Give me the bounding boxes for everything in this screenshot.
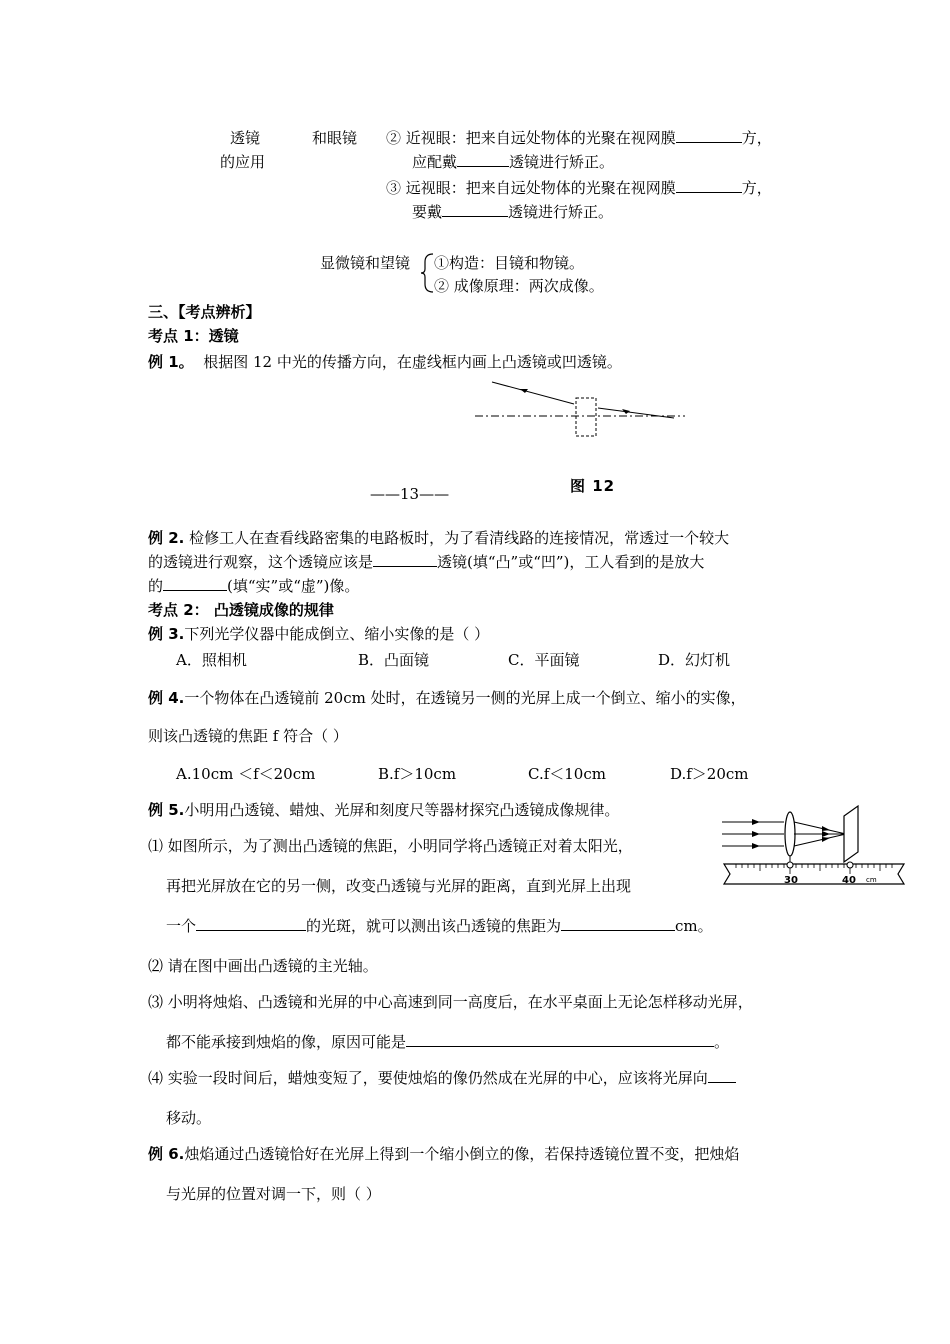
ruler-ticks — [736, 864, 892, 874]
example-4-option-b[interactable]: B.f＞10cm — [378, 765, 457, 783]
myopia-line-2: 应配戴 透镜进行矫正。 — [412, 153, 615, 171]
arrow-icon — [752, 843, 760, 849]
light-screen — [844, 806, 858, 862]
example-2-blank-1[interactable] — [373, 552, 437, 567]
example-4-option-a[interactable]: A.10cm ＜f＜20cm — [176, 765, 316, 783]
focal-length-blank[interactable] — [561, 916, 675, 931]
example-5-part-3-line-2: 都不能承接到烛焰的像，原因可能是 。 — [166, 1033, 730, 1051]
example-5-part-4-line-2: 移动。 — [166, 1109, 212, 1127]
lens-application-label-2: 的应用 — [220, 153, 266, 171]
example-3: 例 3.下列光学仪器中能成倒立、缩小实像的是（ ） — [148, 625, 490, 643]
ruler-label-40: 40 — [842, 875, 856, 886]
convex-lens — [785, 812, 795, 856]
figure-12-caption: 图 12 — [570, 477, 616, 495]
example-1: 例 1。 根据图 12 中光的传播方向，在虚线框内画上凸透镜或凹透镜。 — [148, 353, 622, 371]
ruler-unit: cm — [866, 876, 877, 884]
arrow-icon — [822, 831, 830, 837]
incident-ray — [492, 382, 574, 404]
myopia-blank-1[interactable] — [676, 128, 742, 143]
lens-application-label-1: 透镜 — [230, 129, 261, 147]
example-4-option-d[interactable]: D.f＞20cm — [670, 765, 749, 783]
light-spot-blank[interactable] — [196, 916, 306, 931]
example-3-option-a[interactable]: A．照相机 — [176, 651, 247, 669]
example-5-intro: 例 5.小明用凸透镜、蜡烛、光屏和刻度尺等器材探究凸透镜成像规律。 — [148, 801, 620, 819]
example-3-option-d[interactable]: D．幻灯机 — [658, 651, 731, 669]
hyperopia-blank-1[interactable] — [676, 178, 742, 193]
example-5-part-2: ⑵ 请在图中画出凸透镜的主光轴。 — [148, 957, 378, 975]
example-4-line-2: 则该凸透镜的焦距 f 符合（ ） — [148, 727, 348, 745]
example-5-part-1-line-2: 再把光屏放在它的另一侧，改变凸透镜与光屏的距离，直到光屏上出现 — [166, 877, 632, 895]
arrow-icon — [752, 831, 760, 837]
example-6-line-1: 例 6.烛焰通过凸透镜恰好在光屏上得到一个缩小倒立的像，若保持透镜位置不变，把烛焰 — [148, 1145, 740, 1163]
lens-ruler-diagram — [718, 802, 910, 888]
example-3-option-b[interactable]: B．凸面镜 — [358, 651, 430, 669]
ruler-label-30: 30 — [784, 875, 798, 886]
hyperopia-line-2: 要戴 透镜进行矫正。 — [412, 203, 614, 221]
key-point-2: 考点 2： 凸透镜成像的规律 — [148, 601, 334, 619]
example-2-line-3: 的 (填“实”或“虚”)像。 — [148, 577, 360, 595]
example-6-line-2: 与光屏的位置对调一下，则（ ） — [166, 1185, 381, 1203]
dashed-lens-box — [576, 398, 596, 436]
example-5-part-1-line-1: ⑴ 如图所示，为了测出凸透镜的焦距，小明同学将凸透镜正对着太阳光， — [148, 837, 633, 855]
scope-principle: ② 成像原理：两次成像。 — [434, 277, 604, 295]
brace-icon — [420, 252, 434, 294]
hyperopia-blank-2[interactable] — [442, 202, 508, 217]
eyeglass-label: 和眼镜 — [312, 129, 358, 147]
myopia-blank-2[interactable] — [457, 152, 509, 167]
section-heading: 三、【考点辨析】 — [148, 303, 261, 321]
example-2-line-1: 例 2. 检修工人在查看线路密集的电路板时，为了看清线路的连接情况，常透过一个较大 — [148, 529, 730, 547]
reason-blank[interactable] — [406, 1032, 714, 1047]
example-2-blank-2[interactable] — [163, 576, 227, 591]
example-5-part-3-line-1: ⑶ 小明将烛焰、凸透镜和光屏的中心高速到同一高度后，在水平桌面上无论怎样移动光屏， — [148, 993, 753, 1011]
myopia-line-1: ② 近视眼：把来自远处物体的光聚在视网膜 方， — [386, 129, 772, 147]
example-5-part-4-line-1: ⑷ 实验一段时间后，蜡烛变短了，要使烛焰的像仍然成在光屏的中心，应该将光屏向 — [148, 1068, 736, 1088]
direction-blank[interactable] — [708, 1068, 736, 1083]
key-point-1: 考点 1：透镜 — [148, 327, 239, 345]
hyperopia-line-1: ③ 远视眼：把来自远处物体的光聚在视网膜 方， — [386, 179, 772, 197]
figure-12-diagram — [470, 378, 690, 440]
scope-structure: ①构造：目镜和物镜。 — [434, 254, 585, 272]
example-2-line-2: 的透镜进行观察，这个透镜应该是 透镜(填“凸”或“凹”)，工人看到的是放大 — [148, 553, 705, 571]
scope-label: 显微镜和望镜 — [320, 254, 411, 272]
example-4-line-1: 例 4.一个物体在凸透镜前 20cm 处时，在透镜另一侧的光屏上成一个倒立、缩小的实像， — [148, 689, 746, 707]
example-4-option-c[interactable]: C.f＜10cm — [528, 765, 606, 783]
arrow-icon — [752, 819, 760, 825]
example-3-option-c[interactable]: C．平面镜 — [508, 651, 580, 669]
page-number: ——13—— — [370, 485, 450, 503]
example-5-part-1-line-3: 一个 的光斑，就可以测出该凸透镜的焦距为 cm。 — [166, 917, 713, 935]
